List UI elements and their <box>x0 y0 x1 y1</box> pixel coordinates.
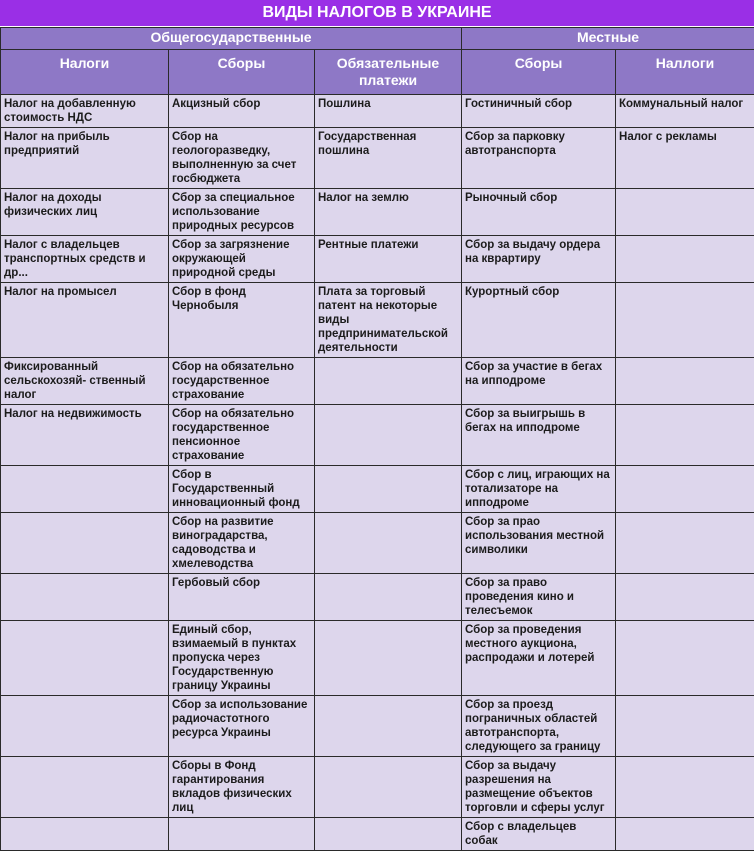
page-title: ВИДЫ НАЛОГОВ В УКРАИНЕ <box>0 0 754 27</box>
table-cell: Сбор за участие в бегах на ипподроме <box>462 358 616 405</box>
table-cell: Сбор за специальное использование природных ресурсов <box>169 189 315 236</box>
table-cell <box>1 621 169 696</box>
table-cell: Сбор с лиц, играющих на тотализаторе на ипподроме <box>462 466 616 513</box>
table-cell: Налог на промысел <box>1 283 169 358</box>
table-cell: Сбор за прао использования местной символики <box>462 513 616 574</box>
group-header-national: Общегосударственные <box>1 28 462 50</box>
table-cell: Сбор в Государственный инновационный фонд <box>169 466 315 513</box>
table-cell <box>616 236 754 283</box>
table-cell: Налог на доходы физических лиц <box>1 189 169 236</box>
group-header-row <box>1 28 754 50</box>
table-cell <box>1 513 169 574</box>
table-cell: Сбор за выигрышь в бегах на ипподроме <box>462 405 616 466</box>
table-cell <box>1 818 169 851</box>
table-cell: Налог на добавленную стоимость НДС <box>1 95 169 128</box>
table-cell: Сбор на геологоразведку, выполненную за счет госбюджета <box>169 128 315 189</box>
table-cell: Курортный сбор <box>462 283 616 358</box>
table-row <box>1 189 754 236</box>
table-cell: Сбор в фонд Чернобыля <box>169 283 315 358</box>
table-row <box>1 574 754 621</box>
table-cell <box>315 466 462 513</box>
table-row <box>1 95 754 128</box>
table-cell <box>616 513 754 574</box>
table-cell <box>616 621 754 696</box>
table-cell <box>315 574 462 621</box>
table-cell <box>616 757 754 818</box>
table-cell: Государственная пошлина <box>315 128 462 189</box>
table-cell: Сбор на обязательно государственное пенсионное страхование <box>169 405 315 466</box>
table-row <box>1 818 754 851</box>
taxes-table <box>0 27 754 851</box>
table-row <box>1 405 754 466</box>
column-header: Сборы <box>462 50 616 95</box>
table-cell <box>616 405 754 466</box>
table-row <box>1 757 754 818</box>
table-row <box>1 621 754 696</box>
table-cell: Рыночный сбор <box>462 189 616 236</box>
table-cell: Сбор за выдачу разрешения на размещение объектов торговли и сферы услуг <box>462 757 616 818</box>
table-cell <box>616 283 754 358</box>
column-header-row <box>1 50 754 95</box>
table-cell: Сбор за выдачу ордера на кврартиру <box>462 236 616 283</box>
column-header: Обязательные платежи <box>315 50 462 95</box>
table-cell: Налог на прибыль предприятий <box>1 128 169 189</box>
table-row <box>1 466 754 513</box>
table-row <box>1 128 754 189</box>
table-cell: Сбор за проезд пограничных областей автотранспорта, следующего за границу <box>462 696 616 757</box>
table-cell: Сборы в Фонд гарантирования вкладов физических лиц <box>169 757 315 818</box>
column-header: Сборы <box>169 50 315 95</box>
table-row <box>1 696 754 757</box>
table-cell <box>616 696 754 757</box>
table-cell <box>616 574 754 621</box>
table-cell <box>1 574 169 621</box>
table-cell: Сбор на обязательно государственное страхование <box>169 358 315 405</box>
table-cell <box>616 189 754 236</box>
table-row <box>1 236 754 283</box>
column-header: Налоги <box>1 50 169 95</box>
table-cell <box>315 405 462 466</box>
table-cell <box>616 818 754 851</box>
table-cell: Коммунальный налог <box>616 95 754 128</box>
table-cell <box>169 818 315 851</box>
table-cell <box>1 696 169 757</box>
table-cell <box>1 466 169 513</box>
table-cell: Акцизный сбор <box>169 95 315 128</box>
table-cell: Гербовый сбор <box>169 574 315 621</box>
table-cell: Фиксированный сельскохозяй- ственный налог <box>1 358 169 405</box>
table-cell: Гостиничный сбор <box>462 95 616 128</box>
table-cell: Сбор за проведения местного аукциона, распродажи и лотерей <box>462 621 616 696</box>
table-cell: Единый сбор, взимаемый в пунктах пропуска через Государственную границу Украины <box>169 621 315 696</box>
table-cell: Рентные платежи <box>315 236 462 283</box>
table-cell <box>315 818 462 851</box>
table-cell: Налог с рекламы <box>616 128 754 189</box>
table-row <box>1 513 754 574</box>
table-cell: Налог на недвижимость <box>1 405 169 466</box>
table-cell: Сбор на развитие виноградарства, садоводства и хмелеводства <box>169 513 315 574</box>
table-cell: Налог с владельцев транспортных средств и др... <box>1 236 169 283</box>
table-cell <box>315 621 462 696</box>
column-header: Наллоги <box>616 50 754 95</box>
table-cell <box>315 358 462 405</box>
table-cell <box>315 757 462 818</box>
table-cell: Сбор за использование радиочастотного ресурса Украины <box>169 696 315 757</box>
table-cell <box>315 513 462 574</box>
table-cell <box>616 358 754 405</box>
table-row <box>1 358 754 405</box>
table-cell: Плата за торговый патент на некоторые виды предпринимательской деятельности <box>315 283 462 358</box>
table-cell: Сбор за право проведения кино и телесъемок <box>462 574 616 621</box>
table-cell <box>315 696 462 757</box>
table-cell: Сбор с владельцев собак <box>462 818 616 851</box>
table-cell: Пошлина <box>315 95 462 128</box>
table-cell: Сбор за парковку автотранспорта <box>462 128 616 189</box>
table-cell <box>1 757 169 818</box>
table-cell: Сбор за загрязнение окружающей природной среды <box>169 236 315 283</box>
table-row <box>1 283 754 358</box>
table-cell: Налог на землю <box>315 189 462 236</box>
group-header-local: Местные <box>462 28 754 50</box>
table-cell <box>616 466 754 513</box>
